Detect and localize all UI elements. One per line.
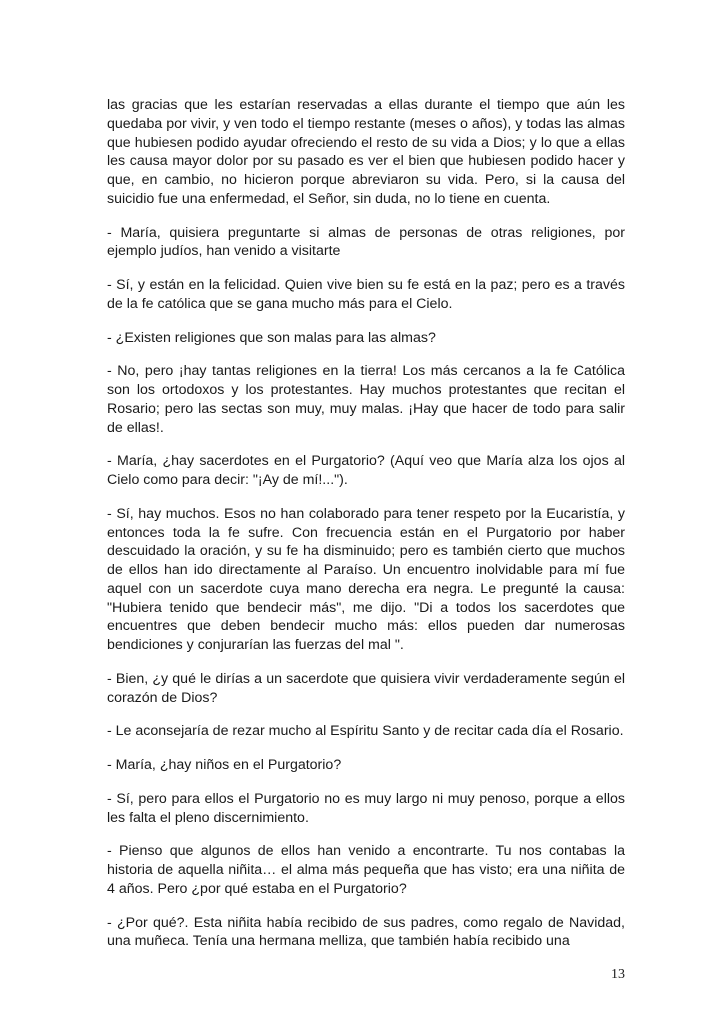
paragraph-11: - Sí, pero para ellos el Purgatorio no es muy largo ni muy penoso, porque a ellos les falta el pleno discernimiento. xyxy=(107,790,625,826)
paragraph-10: - María, ¿hay niños en el Purgatorio? xyxy=(107,757,342,773)
paragraph-4: - ¿Existen religiones que son malas para las almas? xyxy=(107,329,436,346)
page-number: 13 xyxy=(611,967,625,982)
paragraph-3: - Sí, y están en la felicidad. Quien vive bien su fe está en la paz; pero es a través de la fe católica que se gana mucho más para el Cielo. xyxy=(107,277,625,312)
paragraph-8: - Bien, ¿y qué le dirías a un sacerdote que quisiera vivir verdaderamente según el corazón de Dios? xyxy=(107,670,625,706)
paragraph-13: - ¿Por qué?. Esta niñita había recibido de sus padres, como regalo de Navidad, una muñeca. Tenía una hermana melliza, que también había recibido una xyxy=(107,914,625,950)
paragraph-1: las gracias que les estarían reservadas a ellas durante el tiempo que aún les quedaba por vivir, y ven todo el tiempo restante (meses o años), y todas las almas que hubiesen podido ayudar ofreciendo el resto de su vida a Dios; y lo que a ellas les causa mayor dolor por su pasado es ver el bien que hubiesen podido hacer y que, en cambio, no hicieron porque abreviaron su vida. Pero, si la causa del suicidio fue una enfermedad, el Señor, sin duda, no lo tiene en cuenta. xyxy=(107,97,625,207)
paragraph-12: - Pienso que algunos de ellos han venido a encontrarte. Tu nos contabas la historia de aquella niñita… el alma más pequeña que has visto; era una niñita de 4 años. Pero ¿por qué estaba en el Purgatorio? xyxy=(107,843,625,897)
page-body xyxy=(107,96,625,966)
paragraph-7: - Sí, hay muchos. Esos no han colaborado para tener respeto por la Eucaristía, y entonces toda la fe sufre. Con frecuencia están en el Purgatorio por haber descuidado la oración, y su fe ha disminuido; pero es también cierto que muchos de ellos han ido directamente al Paraíso. Un encuentro inolvidable para mí fue aquel con un sacerdote cuya mano derecha era negra. Le pregunté la causa: "Hubiera tenido que bendecir más", me dijo. "Di a todos los sacerdotes que encuentres que deben bendecir mucho más: ellos pueden dar numerosas bendiciones y conjurarían las fuerzas del mal ". xyxy=(107,505,625,653)
paragraph-5: - No, pero ¡hay tantas religiones en la tierra! Los más cercanos a la fe Católica son los ortodoxos y los protestantes. Hay muchos protestantes que recitan el Rosario; pero las sectas son muy, muy malas. ¡Hay que hacer de todo para salir de ellas!. xyxy=(107,363,625,436)
paragraph-6: - María, ¿hay sacerdotes en el Purgatorio? (Aquí veo que María alza los ojos al Cielo como para decir: "¡Ay de mí!..."). xyxy=(107,453,625,488)
paragraph-9: - Le aconsejaría de rezar mucho al Espíritu Santo y de recitar cada día el Rosario. xyxy=(107,723,624,740)
paragraph-2: - María, quisiera preguntarte si almas de personas de otras religiones, por ejemplo judíos, han venido a visitarte xyxy=(107,224,625,260)
